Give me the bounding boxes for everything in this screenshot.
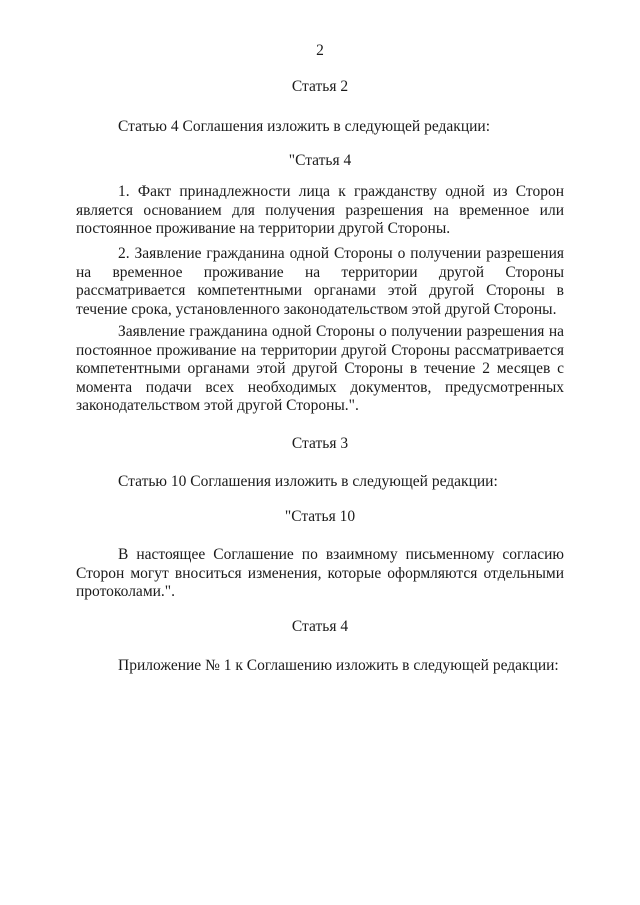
article-4-heading: Статья 4 (291, 618, 349, 635)
article-3-quoted-heading: "Статья 10 (284, 508, 356, 525)
article-3-intro: Статью 10 Соглашения изложить в следующей редакции: (118, 473, 498, 490)
article-2-heading: Статья 2 (291, 78, 349, 95)
article-2-quoted-heading: "Статья 4 (288, 152, 352, 169)
article-2-paragraph-2: 2. Заявление гражданина одной Стороны о получении разрешения на временное проживание на территории другой Стороны рассматривается компетентными органами этой другой Стороны в течение срока, установленного законодательством этой другой Стороны. (76, 245, 564, 318)
article-3-heading: Статья 3 (291, 435, 349, 452)
article-2-paragraph-1: 1. Факт принадлежности лица к гражданству одной из Сторон является основанием для получения разрешения на временное или постоянное проживание на территории другой Стороны. (76, 183, 564, 238)
article-3-paragraph-1: В настоящее Соглашение по взаимному письменному согласию Сторон могут вноситься изменения, которые оформляются отдельными протоколами.". (76, 546, 564, 601)
page-number: 2 (316, 42, 324, 59)
article-2-paragraph-3: Заявление гражданина одной Стороны о получении разрешения на постоянное проживание на территории другой Стороны рассматривается компетентными органами этой другой Стороны в течение 2 месяцев с момента подачи всех необходимых документов, предусмотренных законодательством этой другой Стороны.". (76, 323, 564, 415)
article-2-intro: Статью 4 Соглашения изложить в следующей редакции: (118, 118, 491, 135)
article-4-paragraph-1: Приложение № 1 к Соглашению изложить в следующей редакции: (118, 657, 559, 674)
